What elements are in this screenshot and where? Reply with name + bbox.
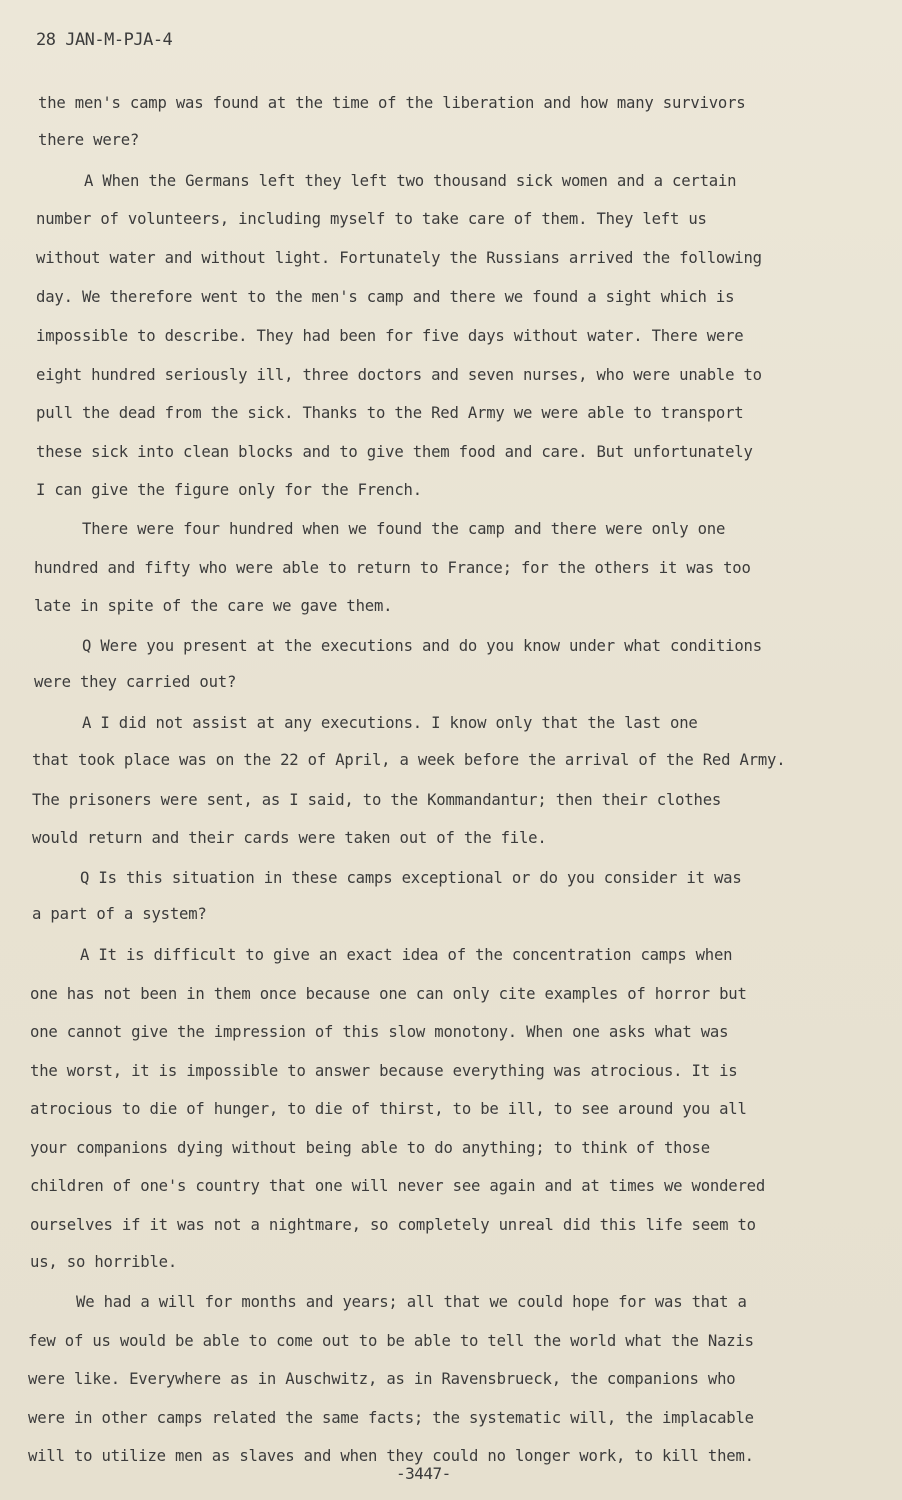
text-line: one has not been in them once because one can only cite examples of horror but bbox=[30, 985, 747, 1003]
page-header: 28 JAN-M-PJA-4 bbox=[36, 30, 173, 50]
text-line: few of us would be able to come out to be able to tell the world what the Nazis bbox=[28, 1332, 754, 1350]
text-line: The prisoners were sent, as I said, to the Kommandantur; then their clothes bbox=[32, 791, 722, 809]
text-line: ourselves if it was not a nightmare, so completely unreal did this life seem to bbox=[30, 1216, 756, 1234]
text-line: Q Were you present at the executions and do you know under what conditions bbox=[82, 637, 762, 655]
text-line: Q Is this situation in these camps exceptional or do you consider it was bbox=[80, 869, 742, 887]
text-line: the men's camp was found at the time of the liberation and how many survivors bbox=[38, 94, 746, 112]
text-line: your companions dying without being able to do anything; to think of those bbox=[30, 1139, 710, 1157]
text-line: without water and without light. Fortunately the Russians arrived the following bbox=[36, 249, 762, 267]
text-line: were they carried out? bbox=[34, 673, 237, 691]
text-line: children of one's country that one will never see again and at times we wondered bbox=[30, 1177, 766, 1195]
text-line: eight hundred seriously ill, three doctors and seven nurses, who were unable to bbox=[36, 366, 762, 384]
text-line: A I did not assist at any executions. I know only that the last one bbox=[82, 714, 698, 732]
text-line: number of volunteers, including myself to take care of them. They left us bbox=[36, 210, 707, 228]
text-line: There were four hundred when we found the camp and there were only one bbox=[82, 520, 726, 538]
text-line: there were? bbox=[38, 131, 140, 149]
text-line: A It is difficult to give an exact idea of the concentration camps when bbox=[80, 946, 733, 964]
text-line: We had a will for months and years; all that we could hope for was that a bbox=[76, 1293, 747, 1311]
text-line: will to utilize men as slaves and when they could no longer work, to kill them. bbox=[28, 1447, 754, 1465]
text-line: pull the dead from the sick. Thanks to the Red Army we were able to transport bbox=[36, 404, 744, 422]
text-line: one cannot give the impression of this slow monotony. When one asks what was bbox=[30, 1023, 729, 1041]
text-line: that took place was on the 22 of April, a week before the arrival of the Red Army. bbox=[32, 751, 786, 769]
text-line: I can give the figure only for the French. bbox=[36, 481, 422, 499]
text-line: day. We therefore went to the men's camp and there we found a sight which is bbox=[36, 288, 735, 306]
text-line: hundred and fifty who were able to return to France; for the others it was too bbox=[34, 559, 751, 577]
text-line: impossible to describe. They had been for five days without water. There were bbox=[36, 327, 744, 345]
page-number: -3447- bbox=[396, 1464, 451, 1483]
text-line: were in other camps related the same facts; the systematic will, the implacable bbox=[28, 1409, 754, 1427]
text-line: late in spite of the care we gave them. bbox=[34, 597, 393, 615]
text-line: these sick into clean blocks and to give them food and care. But unfortunately bbox=[36, 443, 753, 461]
text-line: us, so horrible. bbox=[30, 1253, 178, 1271]
text-line: were like. Everywhere as in Auschwitz, as in Ravensbrueck, the companions who bbox=[28, 1370, 736, 1388]
text-line: the worst, it is impossible to answer because everything was atrocious. It is bbox=[30, 1062, 738, 1080]
text-line: a part of a system? bbox=[32, 905, 207, 923]
text-line: A When the Germans left they left two thousand sick women and a certain bbox=[84, 172, 737, 190]
text-line: would return and their cards were taken out of the file. bbox=[32, 829, 547, 847]
text-line: atrocious to die of hunger, to die of thirst, to be ill, to see around you all bbox=[30, 1100, 747, 1118]
